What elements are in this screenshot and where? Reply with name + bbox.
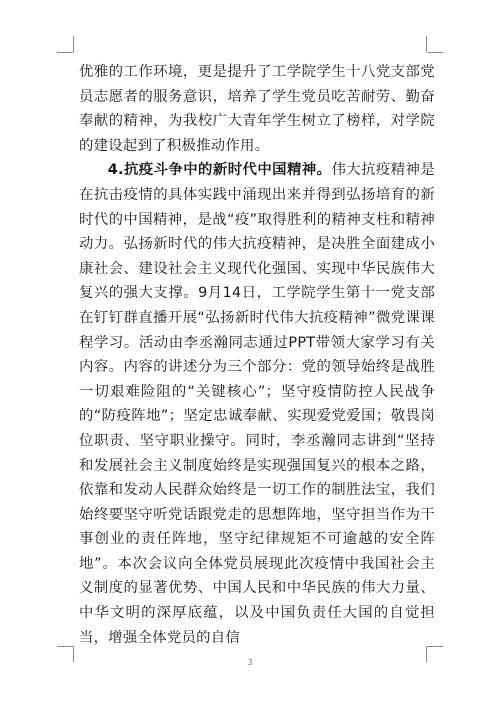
crop-mark-top-right-horizontal <box>427 52 443 53</box>
paragraph-1: 优雅的工作环境，更是提升了工学院学生十八党支部党员志愿者的服务意识，培养了学生党员吃苦耐劳、勤奋奉献的精神，为我校广大青年学生树立了榜样，对学院的建设起到了积极推动作用。 <box>79 64 435 154</box>
crop-mark-top-left-horizontal <box>57 52 73 53</box>
crop-mark-top-right-vertical <box>426 36 427 52</box>
crop-mark-bottom-left-horizontal <box>57 646 73 647</box>
section-heading: 4.抗疫斗争中的新时代中国精神。 <box>107 162 332 179</box>
paragraph-2 <box>79 158 435 650</box>
page-number: 3 <box>247 658 253 667</box>
paragraph-2-body: 伟大抗疫精神是在抗击疫情的具体实践中涌现出来并得到弘扬培育的新时代的中国精神，是战“疫”取得胜利的精神支柱和精神动力。弘扬新时代的伟大抗疫精神，是决胜全面建成小康社会、建设社会主义现代化强国、实现中华民族伟大复兴的强大支撑。9月14日，工学院学生第十一党支部在钉钉群直播开展“弘扬新时代伟大抗疫精神”微党课课程学习。活动由李丞瀚同志通过PPT带领大家学习有关内容。内容的讲述分为三个部分：党的领导始终是战胜一切艰难险阻的“关键核心”；坚守疫情防控人民战争的“防疫阵地”；坚定忠诚奉献、实现爱党爱国；敬畏岗位职责、坚守职业操守。同时，李丞瀚同志讲到“坚持和发展社会主义制度始终是实现强国复兴的根本之路，依靠和发动人民群众始终是一切工作的制胜法宝，我们始终要坚守听党话跟党走的思想阵地，坚守担当作为干事创业的责任阵地，坚守纪律规矩不可逾越的安全阵地”。本次会议向全体党员展现此次疫情中我国社会主义制度的显著优势、中国人民和中华民族的伟大力量、中华文明的深厚底蕴，以及中国负责任大国的自觉担当，增强全体党员的自信 <box>79 162 435 646</box>
crop-mark-top-left-vertical <box>73 36 74 52</box>
document-body <box>79 60 435 650</box>
